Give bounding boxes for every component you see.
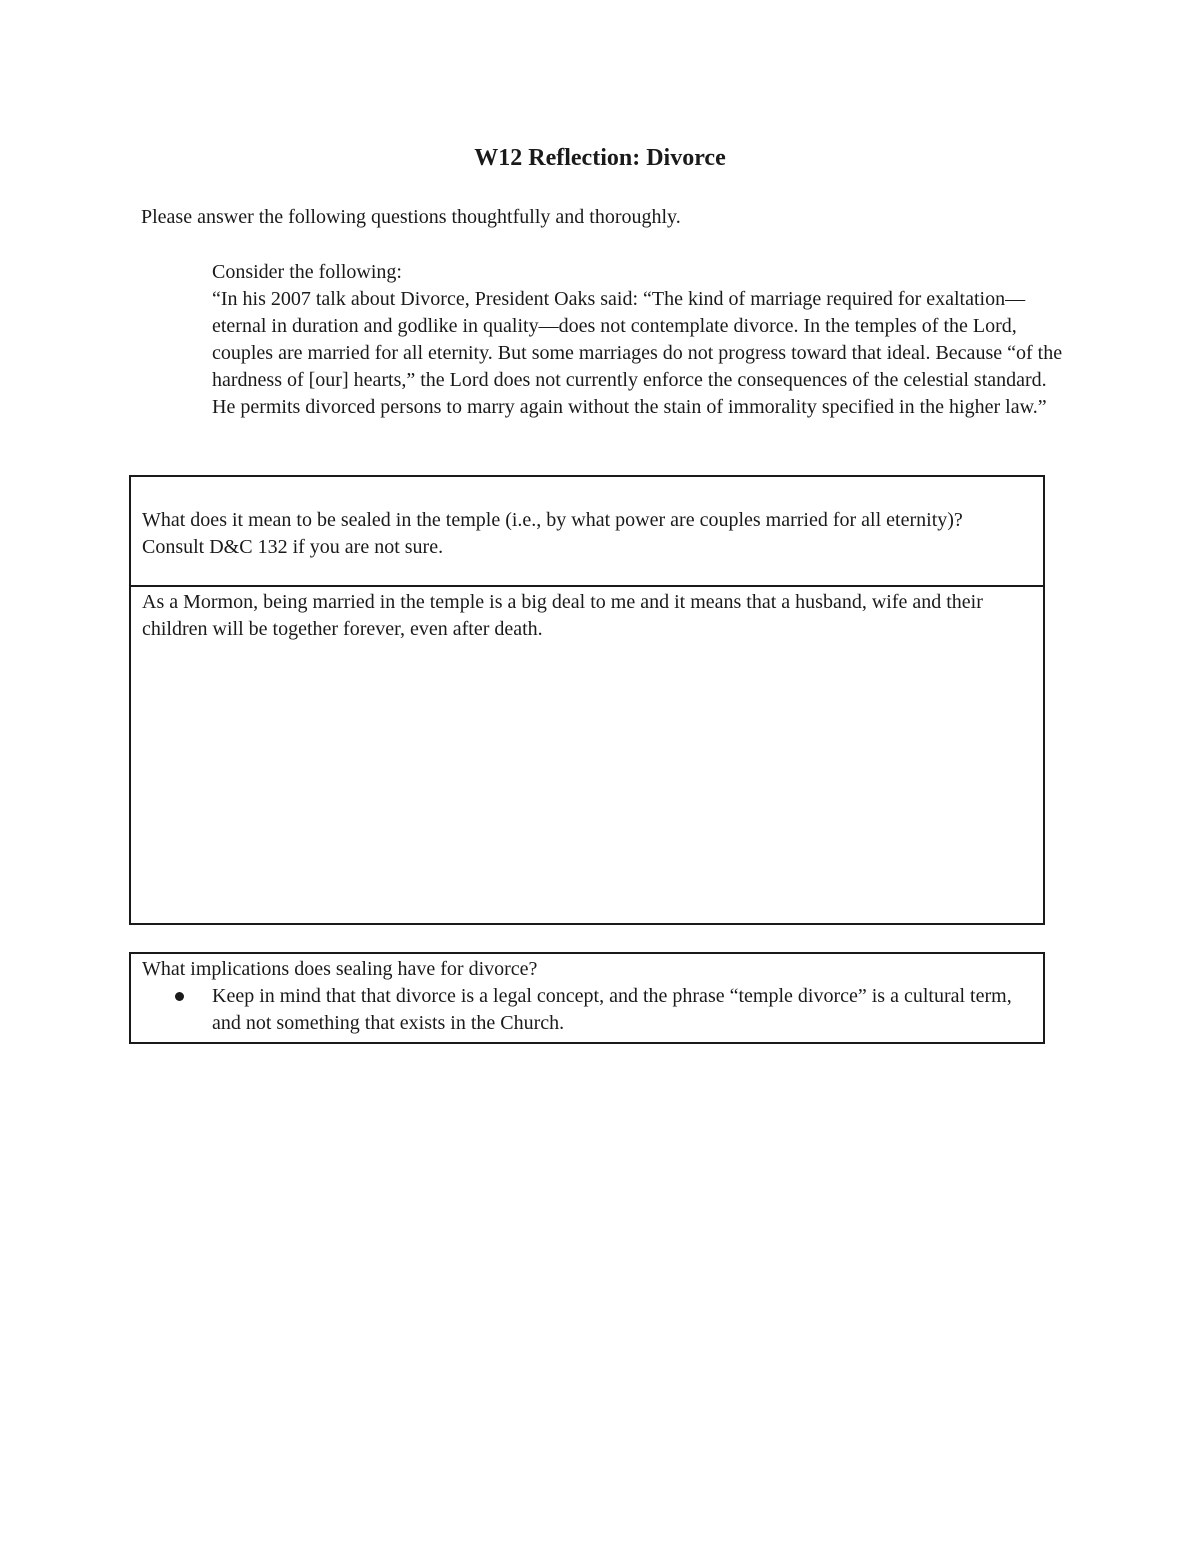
oaks-quote: “In his 2007 talk about Divorce, President Oaks said: “The kind of marriage required for exaltation—eternal in duration and godlike in quality—does not contemplate divorce. In the temples of the Lord, couples are married for all eternity. But some marriages do not progress toward that ideal. Because “of the hardness of [our] hearts,” the Lord does not currently enforce the consequences of the celestial standard. He permits divorced persons to marry again without the stain of immorality specified in the higher law.” xyxy=(212,288,1063,418)
consider-label: Consider the following: xyxy=(212,261,402,283)
page-title: W12 Reflection: Divorce xyxy=(474,145,726,171)
answer-1-box[interactable] xyxy=(129,585,1045,925)
question-2-prompt: What implications does sealing have for divorce? xyxy=(142,958,538,980)
question-1-box xyxy=(129,475,1045,587)
bullet-icon xyxy=(175,992,184,1001)
bullet-text: Keep in mind that that divorce is a legal concept, and the phrase “temple divorce” is a cultural term, and not something that exists in the Church. xyxy=(212,985,1012,1034)
list-item xyxy=(175,983,1023,1037)
answer-1-text[interactable]: As a Mormon, being married in the temple is a big deal to me and it means that a husband, wife and their children will be together forever, even after death. xyxy=(142,591,983,640)
consider-block xyxy=(212,259,1072,421)
question-2-box xyxy=(129,952,1045,1044)
intro-text: Please answer the following questions thoughtfully and thoroughly. xyxy=(141,206,681,228)
question-1-prompt: What does it mean to be sealed in the temple (i.e., by what power are couples married for all eternity)? Consult D&C 132 if you are not sure. xyxy=(142,509,963,558)
question-2-bullets xyxy=(175,983,1023,1037)
